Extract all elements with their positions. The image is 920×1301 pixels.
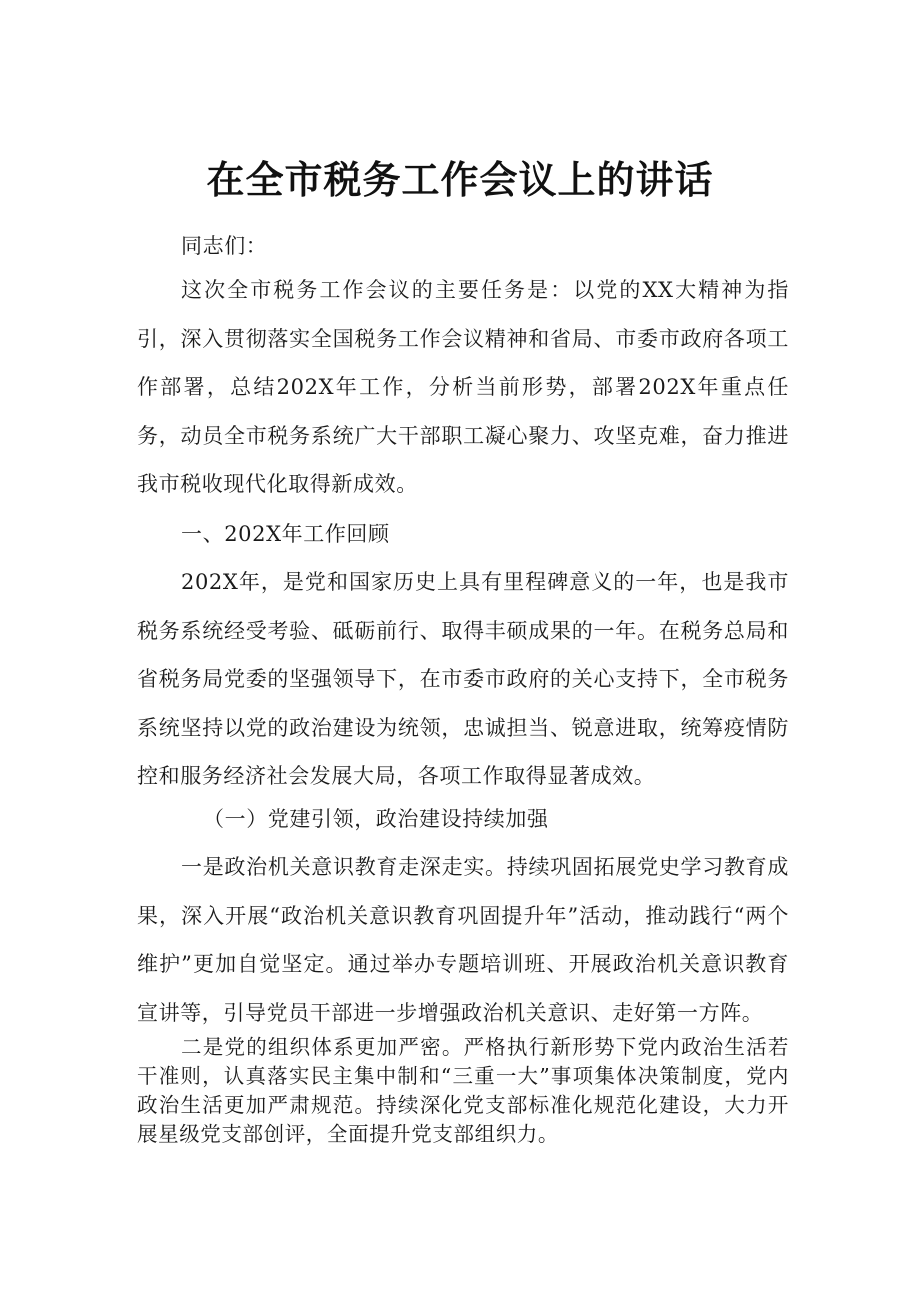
review-paragraph: 202X年，是党和国家历史上具有里程碑意义的一年，也是我市税务系统经受考验、砥砺前行、取得丰硕成果的一年。在税务总局和省税务局党委的坚强领导下，在市委市政府的关心支持下，全市税务系统坚持以党的政治建设为统领，忠诚担当、锐意进取，统筹疫情防控和服务经济社会发展大局，各项工作取得显著成效。 xyxy=(137,570,789,788)
salutation: 同志们： xyxy=(181,234,268,258)
section-heading: 一、202X年工作回顾 xyxy=(181,522,390,546)
document-title: 在全市税务工作会议上的讲话 xyxy=(206,158,714,202)
point-two-paragraph: 二是党的组织体系更加严密。严格执行新形势下党内政治生活若干准则，认真落实民主集中制和“三重一大”事项集体决策制度，党内政治生活更加严肃规范。持续深化党支部标准化规范化建设，大力开展星级党支部创评，全面提升党支部组织力。 xyxy=(137,1035,789,1146)
intro-paragraph: 这次全市税务工作会议的主要任务是：以党的XX大精神为指引，深入贯彻落实全国税务工作会议精神和省局、市委市政府各项工作部署，总结202X年工作，分析当前形势，部署202X年重点任务，动员全市税务系统广大干部职工凝心聚力、攻坚克难，奋力推进我市税收现代化取得新成效。 xyxy=(137,278,789,496)
subsection-heading: （一）党建引领，政治建设持续加强 xyxy=(203,807,549,831)
point-one-paragraph: 一是政治机关意识教育走深走实。持续巩固拓展党史学习教育成果，深入开展“政治机关意识教育巩固提升年”活动，推动践行“两个维护”更加自觉坚定。通过举办专题培训班、开展政治机关意识教育宣讲等，引导党员干部进一步增强政治机关意识、走好第一方阵。 xyxy=(137,855,789,1025)
